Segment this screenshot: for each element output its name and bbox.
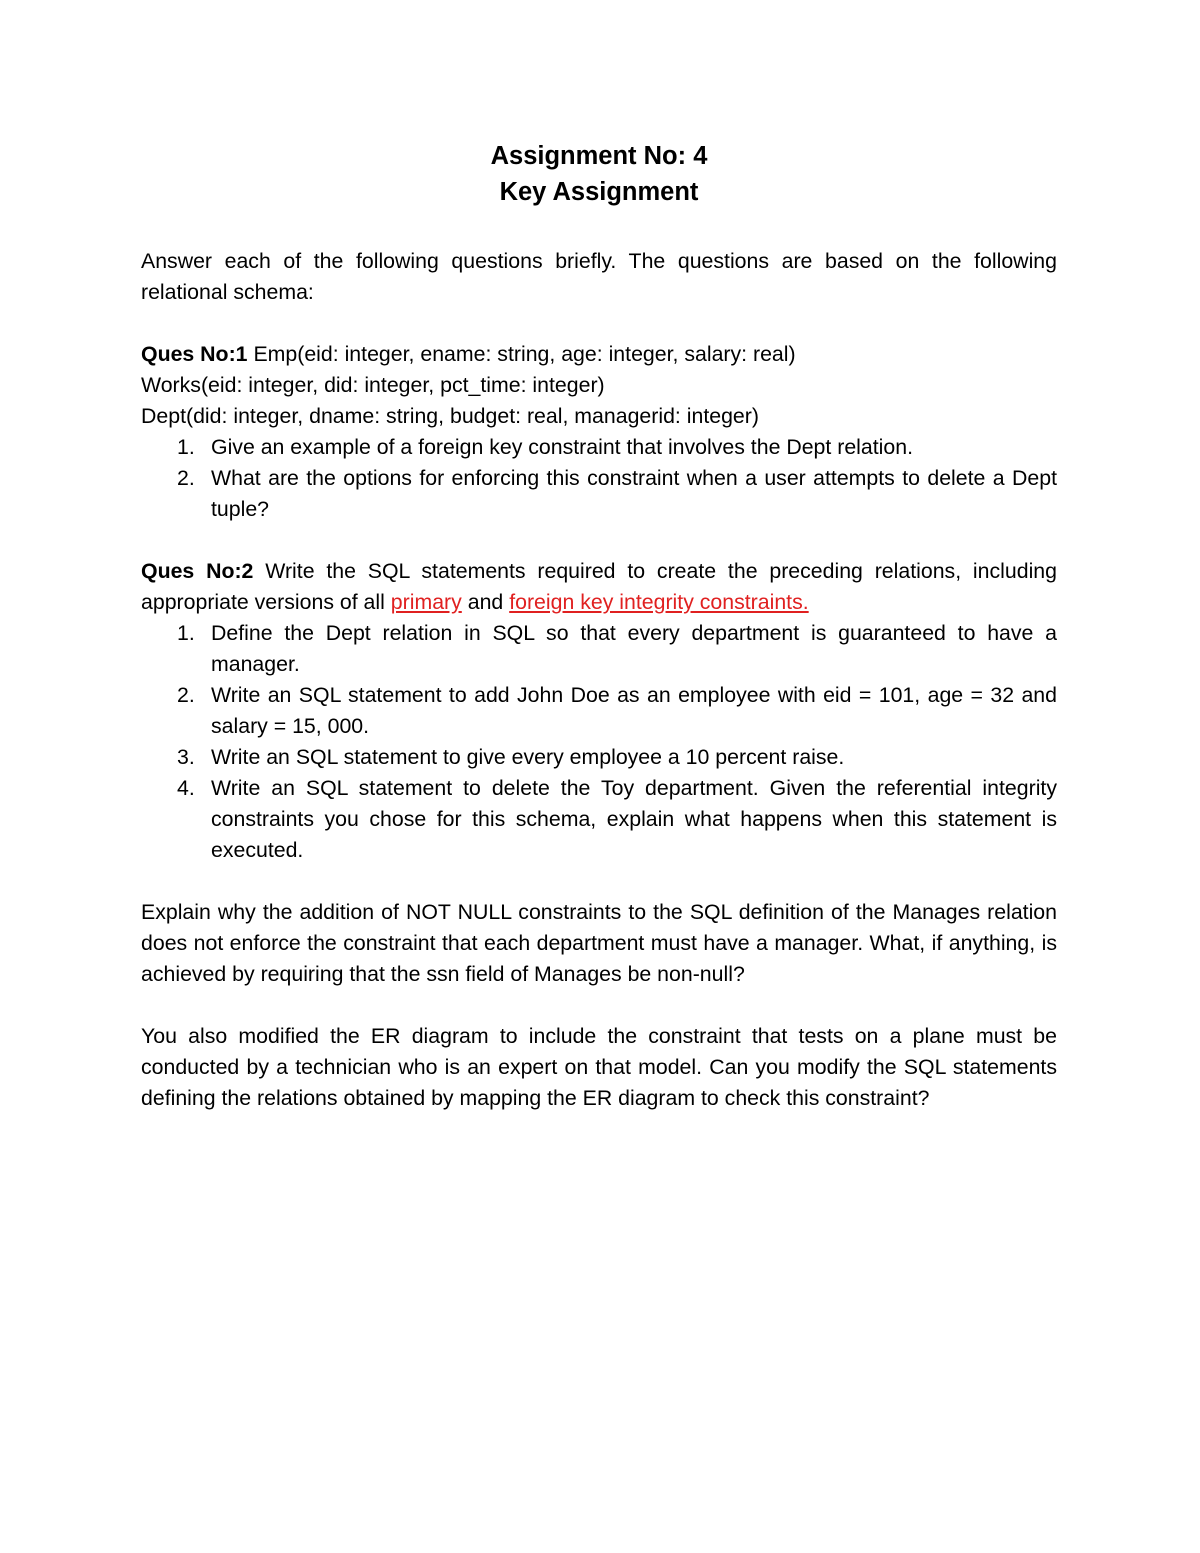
list-number: 4. bbox=[177, 776, 195, 800]
schema-emp: Emp(eid: integer, ename: string, age: integer, salary: real) bbox=[253, 342, 796, 366]
list-text: Write an SQL statement to delete the Toy department. Given the referential integrity constraints you chose for this schema, explain what happens when this statement is executed. bbox=[211, 776, 1057, 862]
q2-intro bbox=[141, 556, 1057, 618]
list-item bbox=[141, 618, 1057, 680]
list-number: 1. bbox=[177, 435, 195, 459]
q2-label: Ques No:2 bbox=[141, 559, 254, 583]
er-diagram-paragraph: You also modified the ER diagram to include the constraint that tests on a plane must be conducted by a technician who is an expert on that model. Can you modify the SQL statements defining the relations obtained by mapping the ER diagram to check this constraint? bbox=[141, 1024, 1057, 1110]
question-1 bbox=[141, 339, 1057, 525]
title-key-assignment: Key Assignment bbox=[499, 178, 699, 206]
list-number: 2. bbox=[177, 683, 195, 707]
q2-list bbox=[141, 618, 1057, 866]
q2-text-mid: and bbox=[467, 590, 504, 614]
list-item bbox=[141, 742, 1057, 773]
list-number: 2. bbox=[177, 466, 195, 490]
list-text: Give an example of a foreign key constraint that involves the Dept relation. bbox=[211, 435, 913, 459]
q1-schema-emp bbox=[141, 339, 1057, 370]
list-text: Define the Dept relation in SQL so that every department is guaranteed to have a manager. bbox=[211, 621, 1057, 676]
q2-text-before: Write the SQL statements required to create the preceding relations, including appropriate versions of all bbox=[141, 559, 1057, 614]
schema-works: Works(eid: integer, did: integer, pct_time: integer) bbox=[141, 373, 605, 397]
list-text: What are the options for enforcing this constraint when a user attempts to delete a Dept tuple? bbox=[211, 466, 1057, 521]
document-page bbox=[141, 138, 1057, 1145]
question-2 bbox=[141, 556, 1057, 866]
list-item bbox=[141, 432, 1057, 463]
q1-label: Ques No:1 bbox=[141, 342, 248, 366]
q1-list bbox=[141, 432, 1057, 525]
list-item bbox=[141, 680, 1057, 742]
list-item bbox=[141, 463, 1057, 525]
primary-link[interactable]: primary bbox=[390, 590, 462, 614]
not-null-paragraph: Explain why the addition of NOT NULL constraints to the SQL definition of the Manages relation does not enforce the constraint that each department must have a manager. What, if anything, is achieved by requiring that the ssn field of Manages be non-null? bbox=[141, 900, 1057, 986]
schema-dept: Dept(did: integer, dname: string, budget: real, managerid: integer) bbox=[141, 404, 759, 428]
intro-paragraph: Answer each of the following questions briefly. The questions are based on the following relational schema: bbox=[141, 249, 1057, 304]
list-text: Write an SQL statement to give every employee a 10 percent raise. bbox=[211, 745, 845, 769]
list-number: 1. bbox=[177, 621, 195, 645]
document-title bbox=[141, 138, 1057, 210]
title-assignment-number: Assignment No: 4 bbox=[490, 142, 708, 170]
list-item bbox=[141, 773, 1057, 866]
list-number: 3. bbox=[177, 745, 195, 769]
list-text: Write an SQL statement to add John Doe as an employee with eid = 101, age = 32 and salary = 15, 000. bbox=[211, 683, 1057, 738]
foreign-key-link[interactable]: foreign key integrity constraints. bbox=[509, 590, 809, 614]
